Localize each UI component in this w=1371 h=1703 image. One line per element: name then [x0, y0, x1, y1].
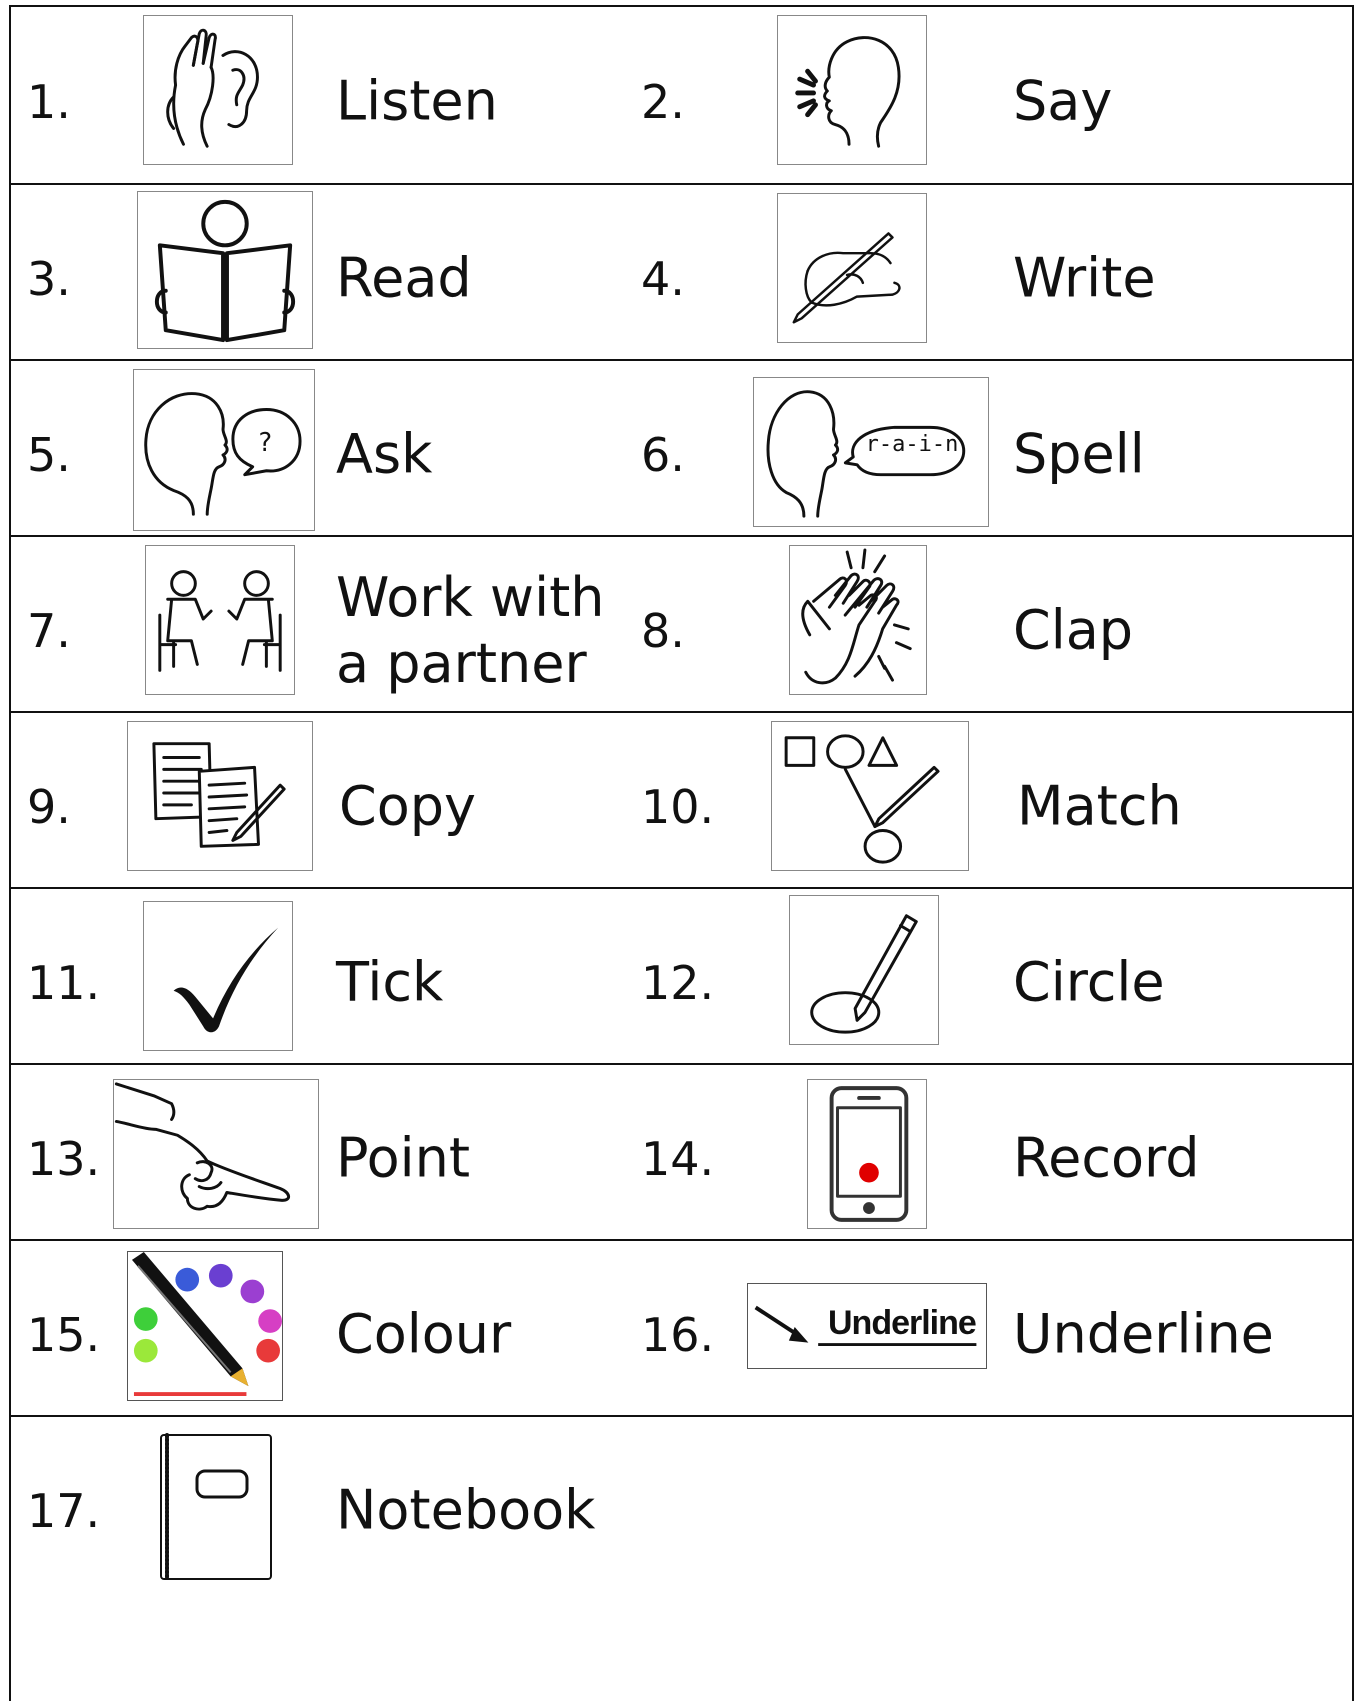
item-number: 13. — [27, 1131, 101, 1186]
table-row — [11, 1063, 1352, 1252]
table-row — [11, 535, 1352, 724]
item-number: 14. — [641, 1131, 715, 1186]
item-word: Notebook — [336, 1478, 596, 1542]
item-number: 16. — [641, 1307, 715, 1362]
svg-text:?: ? — [258, 427, 273, 458]
item-word: Tick — [336, 950, 444, 1014]
spell-speech-bubble-icon — [753, 377, 989, 527]
table-row — [11, 711, 1352, 900]
item-word-line1: Work with — [336, 565, 605, 629]
item-number: 15. — [27, 1307, 101, 1362]
spell-bubble-text: r-a-i-n — [865, 432, 959, 457]
point-hand-icon — [113, 1079, 319, 1229]
item-number: 8. — [641, 603, 685, 658]
item-word: Record — [1013, 1126, 1200, 1190]
table-row — [11, 1239, 1352, 1428]
notebook-icon — [153, 1433, 279, 1583]
item-number: 9. — [27, 779, 71, 834]
item-word: Ask — [336, 422, 433, 486]
table-row — [11, 183, 1352, 372]
item-number: 6. — [641, 427, 685, 482]
listen-ear-icon — [143, 15, 293, 165]
item-number: 11. — [27, 955, 101, 1010]
circle-pencil-icon — [789, 895, 939, 1045]
ask-question-bubble-icon — [133, 369, 315, 531]
record-phone-icon — [807, 1079, 927, 1229]
item-word: Circle — [1013, 950, 1165, 1014]
item-number: 5. — [27, 427, 71, 482]
item-number: 12. — [641, 955, 715, 1010]
colour-crayon-dots-icon — [127, 1251, 283, 1401]
tick-check-icon — [143, 901, 293, 1051]
item-word: Match — [1017, 774, 1182, 838]
partners-sitting-icon — [145, 545, 295, 695]
underline-icon-text: Underline — [828, 1304, 976, 1342]
item-number: 2. — [641, 74, 685, 129]
item-word: Colour — [336, 1302, 512, 1366]
write-hand-pencil-icon — [777, 193, 927, 343]
table-row — [11, 1415, 1352, 1703]
item-word: Clap — [1013, 598, 1134, 662]
read-book-icon — [137, 191, 313, 349]
item-word: Spell — [1013, 422, 1145, 486]
item-word: Listen — [336, 69, 498, 133]
item-word: Read — [336, 246, 472, 310]
table-row — [11, 359, 1352, 548]
item-number: 7. — [27, 603, 71, 658]
table-row — [11, 7, 1352, 196]
clap-hands-icon — [789, 545, 927, 695]
item-word-line2: a partner — [336, 631, 587, 695]
item-number: 4. — [641, 251, 685, 306]
item-word: Copy — [339, 774, 476, 838]
item-word: Point — [336, 1126, 471, 1190]
item-word: Say — [1013, 69, 1113, 133]
item-number: 17. — [27, 1484, 101, 1538]
item-word: Underline — [1013, 1302, 1274, 1366]
copy-papers-icon — [127, 721, 313, 871]
item-word — [336, 565, 604, 697]
item-number: 10. — [641, 779, 715, 834]
say-speaking-head-icon — [777, 15, 927, 165]
item-word: Write — [1013, 246, 1156, 310]
underline-arrow-icon — [747, 1283, 987, 1369]
table-row — [11, 887, 1352, 1076]
match-shapes-icon — [771, 721, 969, 871]
item-number: 3. — [27, 251, 71, 306]
vocabulary-table — [9, 5, 1354, 1701]
item-number: 1. — [27, 74, 71, 129]
